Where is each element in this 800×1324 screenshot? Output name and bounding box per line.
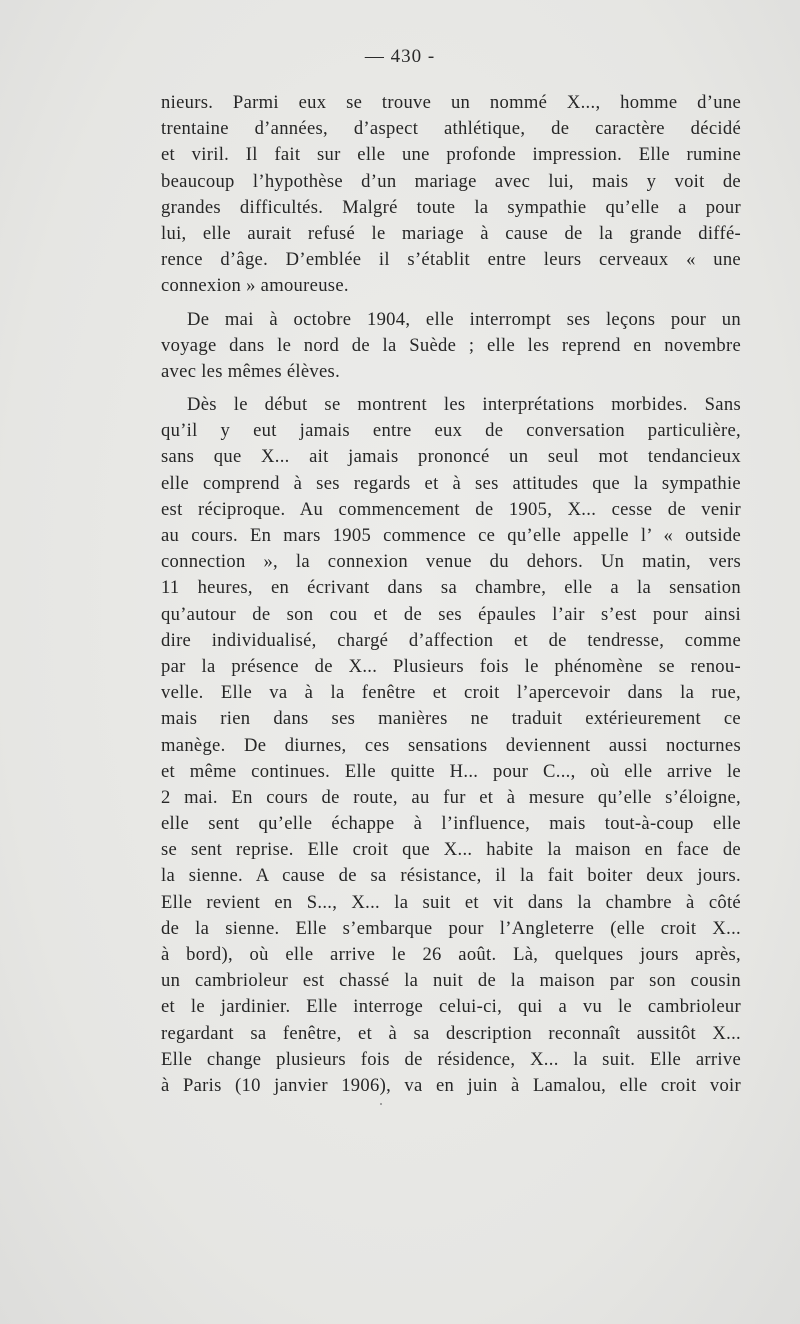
text-line: avec les mêmes élèves. (161, 360, 341, 382)
text-line: connexion » amoureuse. (161, 275, 349, 297)
text-line: 2 mai. En cours de route, au fur et à mesure qu’elle s’éloigne, (161, 786, 741, 808)
paragraph (161, 392, 741, 1099)
text-line: à bord), où elle arrive le 26 août. Là, quelques jours après, (161, 944, 741, 965)
text-line: sans que X... ait jamais prononcé un seul mot tendancieux (161, 446, 741, 468)
text-line: connection », la connexion venue du dehors. Un matin, vers (161, 551, 741, 573)
text-line: velle. Elle va à la fenêtre et croit l’apercevoir dans la rue, (161, 682, 741, 704)
text-line: dire individualisé, chargé d’affection et de tendresse, comme (161, 629, 741, 651)
text-line: qu’il y eut jamais entre eux de conversation particulière, (161, 420, 741, 442)
text-line: mais rien dans ses manières ne traduit extérieurement ce (161, 708, 741, 730)
text-line: à Paris (10 janvier 1906), va en juin à Lamalou, elle croit voir (161, 1074, 741, 1096)
text-line: beaucoup l’hypothèse d’un mariage avec lui, mais y voit de (161, 170, 741, 192)
text-line: 11 heures, en écrivant dans sa chambre, elle a la sensation (161, 577, 741, 599)
text-line: de la sienne. Elle s’embarque pour l’Angleterre (elle croit X... (161, 917, 741, 939)
paragraph (161, 307, 741, 386)
text-line: la sienne. A cause de sa résistance, il la fait boiter deux jours. (161, 865, 741, 887)
text-line: est réciproque. Au commencement de 1905, X... cesse de venir (161, 498, 741, 520)
text-line: par la présence de X... Plusieurs fois le phénomène se renou- (161, 655, 741, 677)
text-line: regardant sa fenêtre, et à sa description reconnaît aussitôt X... (161, 1022, 741, 1044)
text-line: Elle change plusieurs fois de résidence, X... la suit. Elle arrive (161, 1048, 741, 1070)
text-line: Dès le début se montrent les interprétations morbides. Sans (187, 394, 741, 416)
paper-speck (380, 1103, 382, 1105)
text-line: qu’autour de son cou et de ses épaules l’air s’est pour ainsi (161, 603, 741, 625)
text-line: De mai à octobre 1904, elle interrompt ses leçons pour un (187, 308, 741, 330)
text-line: trentaine d’années, d’aspect athlétique, de caractère décidé (161, 118, 741, 140)
text-line: Elle revient en S..., X... la suit et vit dans la chambre à côté (161, 891, 741, 913)
text-line: un cambrioleur est chassé la nuit de la maison par son cousin (161, 970, 741, 992)
body-text (161, 90, 741, 1106)
paragraph (161, 90, 741, 300)
text-line: au cours. En mars 1905 commence ce qu’elle appelle l’ « outside (161, 525, 741, 546)
text-line: nieurs. Parmi eux se trouve un nommé X..., homme d’une (161, 92, 741, 113)
text-line: elle sent qu’elle échappe à l’influence, mais tout-à-coup elle (161, 813, 741, 835)
text-line: se sent reprise. Elle croit que X... habite la maison en face de (161, 839, 741, 861)
text-line: et même continues. Elle quitte H... pour C..., où elle arrive le (161, 760, 741, 782)
text-line: lui, elle aurait refusé le mariage à cause de la grande diffé- (161, 222, 741, 244)
text-line: manège. De diurnes, ces sensations deviennent aussi nocturnes (161, 734, 741, 756)
text-line: elle comprend à ses regards et à ses attitudes que la sympathie (161, 472, 741, 494)
page-number: — 430 - (364, 46, 436, 67)
text-line: rence d’âge. D’emblée il s’établit entre leurs cerveaux « une (161, 249, 741, 271)
text-line: voyage dans le nord de la Suède ; elle les reprend en novembre (161, 334, 741, 356)
text-line: grandes difficultés. Malgré toute la sympathie qu’elle a pour (161, 196, 741, 218)
text-line: et viril. Il fait sur elle une profonde impression. Elle rumine (161, 144, 741, 166)
text-line: et le jardinier. Elle interroge celui-ci, qui a vu le cambrioleur (161, 996, 741, 1018)
